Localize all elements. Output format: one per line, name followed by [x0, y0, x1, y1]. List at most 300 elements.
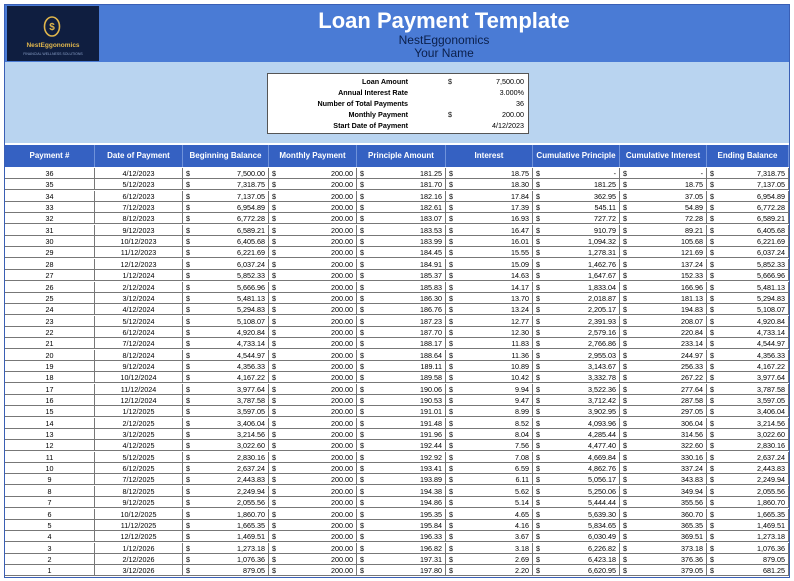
- col-monthly-payment-cell[interactable]: [269, 282, 357, 293]
- col-ending-balance-cell[interactable]: [707, 202, 789, 213]
- col-interest-cell[interactable]: [446, 497, 533, 508]
- col-cumulative-interest-cell[interactable]: [620, 565, 707, 576]
- col-beginning-balance-cell[interactable]: [183, 452, 269, 463]
- col-interest-cell[interactable]: [446, 350, 533, 361]
- col-cumulative-principle-cell[interactable]: [533, 406, 620, 417]
- col-principle-amount-cell[interactable]: [357, 327, 446, 338]
- col-date-of-payment-cell[interactable]: 1/12/2024: [95, 270, 183, 281]
- col-date-of-payment-cell[interactable]: 6/12/2025: [95, 463, 183, 474]
- col-interest-cell[interactable]: [446, 543, 533, 554]
- col-payment-number-cell[interactable]: 26: [5, 282, 95, 293]
- col-cumulative-principle-cell[interactable]: [533, 168, 620, 179]
- col-monthly-payment-cell[interactable]: [269, 418, 357, 429]
- col-ending-balance-cell[interactable]: [707, 350, 789, 361]
- col-principle-amount-cell[interactable]: [357, 304, 446, 315]
- col-monthly-payment-cell[interactable]: [269, 509, 357, 520]
- col-beginning-balance-cell[interactable]: [183, 463, 269, 474]
- col-cumulative-interest-cell[interactable]: [620, 225, 707, 236]
- col-ending-balance-cell[interactable]: [707, 429, 789, 440]
- col-ending-balance-cell[interactable]: [707, 418, 789, 429]
- col-cumulative-interest-cell[interactable]: [620, 406, 707, 417]
- col-beginning-balance-cell[interactable]: [183, 509, 269, 520]
- col-ending-balance-cell[interactable]: [707, 372, 789, 383]
- col-cumulative-interest-cell[interactable]: [620, 236, 707, 247]
- col-cumulative-interest-cell[interactable]: [620, 179, 707, 190]
- col-cumulative-interest-cell[interactable]: [620, 509, 707, 520]
- col-principle-amount-cell[interactable]: [357, 338, 446, 349]
- col-monthly-payment-cell[interactable]: [269, 338, 357, 349]
- col-interest-cell[interactable]: [446, 440, 533, 451]
- col-ending-balance-cell[interactable]: [707, 213, 789, 224]
- col-cumulative-principle-cell[interactable]: [533, 350, 620, 361]
- col-principle-amount-cell[interactable]: [357, 429, 446, 440]
- col-principle-amount-cell[interactable]: [357, 259, 446, 270]
- col-monthly-payment-cell[interactable]: [269, 270, 357, 281]
- col-date-of-payment-cell[interactable]: 11/12/2024: [95, 384, 183, 395]
- col-cumulative-interest-cell[interactable]: [620, 554, 707, 565]
- col-ending-balance-cell[interactable]: [707, 395, 789, 406]
- col-cumulative-interest-cell[interactable]: [620, 463, 707, 474]
- col-ending-balance-cell[interactable]: [707, 361, 789, 372]
- col-principle-amount-cell[interactable]: [357, 236, 446, 247]
- col-principle-amount-cell[interactable]: [357, 293, 446, 304]
- col-cumulative-principle-cell[interactable]: [533, 531, 620, 542]
- col-monthly-payment-cell[interactable]: [269, 531, 357, 542]
- col-interest-cell[interactable]: [446, 372, 533, 383]
- col-monthly-payment-cell[interactable]: [269, 384, 357, 395]
- col-payment-number-cell[interactable]: 35: [5, 179, 95, 190]
- col-date-of-payment-cell[interactable]: 8/12/2024: [95, 350, 183, 361]
- col-cumulative-principle-cell[interactable]: [533, 327, 620, 338]
- col-beginning-balance-cell[interactable]: [183, 270, 269, 281]
- col-interest-cell[interactable]: [446, 418, 533, 429]
- col-principle-amount-cell[interactable]: [357, 497, 446, 508]
- col-cumulative-interest-cell[interactable]: [620, 338, 707, 349]
- col-monthly-payment-cell[interactable]: [269, 259, 357, 270]
- col-interest-cell[interactable]: [446, 236, 533, 247]
- col-payment-number-cell[interactable]: 21: [5, 338, 95, 349]
- col-date-of-payment-cell[interactable]: 10/12/2025: [95, 509, 183, 520]
- col-principle-amount-cell[interactable]: [357, 440, 446, 451]
- col-ending-balance-cell[interactable]: [707, 497, 789, 508]
- col-beginning-balance-cell[interactable]: [183, 372, 269, 383]
- col-cumulative-principle-cell[interactable]: [533, 304, 620, 315]
- col-payment-number-cell[interactable]: 9: [5, 474, 95, 485]
- col-payment-number-cell[interactable]: 25: [5, 293, 95, 304]
- col-cumulative-interest-cell[interactable]: [620, 247, 707, 258]
- col-payment-number-cell[interactable]: 1: [5, 565, 95, 576]
- col-interest-cell[interactable]: [446, 202, 533, 213]
- col-monthly-payment-cell[interactable]: [269, 452, 357, 463]
- col-payment-number-cell[interactable]: 3: [5, 543, 95, 554]
- col-beginning-balance-cell[interactable]: [183, 225, 269, 236]
- col-cumulative-principle-cell[interactable]: [533, 474, 620, 485]
- col-principle-amount-cell[interactable]: [357, 202, 446, 213]
- col-beginning-balance-cell[interactable]: [183, 418, 269, 429]
- col-monthly-payment-cell[interactable]: [269, 202, 357, 213]
- col-beginning-balance-cell[interactable]: [183, 247, 269, 258]
- col-cumulative-principle-cell[interactable]: [533, 293, 620, 304]
- col-ending-balance-cell[interactable]: [707, 338, 789, 349]
- col-cumulative-principle-cell[interactable]: [533, 520, 620, 531]
- col-monthly-payment-cell[interactable]: [269, 361, 357, 372]
- col-beginning-balance-cell[interactable]: [183, 350, 269, 361]
- col-payment-number-cell[interactable]: 28: [5, 259, 95, 270]
- col-cumulative-principle-cell[interactable]: [533, 259, 620, 270]
- col-cumulative-principle-cell[interactable]: [533, 191, 620, 202]
- col-interest-cell[interactable]: [446, 327, 533, 338]
- col-interest-cell[interactable]: [446, 293, 533, 304]
- col-payment-number-cell[interactable]: 11: [5, 452, 95, 463]
- col-cumulative-interest-cell[interactable]: [620, 543, 707, 554]
- col-payment-number-cell[interactable]: 20: [5, 350, 95, 361]
- col-payment-number-cell[interactable]: 7: [5, 497, 95, 508]
- col-principle-amount-cell[interactable]: [357, 213, 446, 224]
- col-principle-amount-cell[interactable]: [357, 282, 446, 293]
- col-beginning-balance-cell[interactable]: [183, 338, 269, 349]
- col-principle-amount-cell[interactable]: [357, 418, 446, 429]
- col-interest-cell[interactable]: [446, 509, 533, 520]
- col-payment-number-cell[interactable]: 17: [5, 384, 95, 395]
- col-principle-amount-cell[interactable]: [357, 350, 446, 361]
- col-interest-cell[interactable]: [446, 520, 533, 531]
- col-cumulative-interest-cell[interactable]: [620, 372, 707, 383]
- col-beginning-balance-cell[interactable]: [183, 191, 269, 202]
- col-interest-cell[interactable]: [446, 554, 533, 565]
- col-interest-cell[interactable]: [446, 565, 533, 576]
- col-date-of-payment-cell[interactable]: 1/12/2026: [95, 543, 183, 554]
- col-ending-balance-cell[interactable]: [707, 259, 789, 270]
- col-monthly-payment-cell[interactable]: [269, 316, 357, 327]
- col-principle-amount-cell[interactable]: [357, 270, 446, 281]
- col-cumulative-principle-cell[interactable]: [533, 338, 620, 349]
- col-principle-amount-cell[interactable]: [357, 395, 446, 406]
- col-monthly-payment-cell[interactable]: [269, 350, 357, 361]
- col-interest-cell[interactable]: [446, 429, 533, 440]
- col-payment-number-cell[interactable]: 8: [5, 486, 95, 497]
- col-beginning-balance-cell[interactable]: [183, 440, 269, 451]
- col-cumulative-interest-cell[interactable]: [620, 395, 707, 406]
- col-interest-cell[interactable]: [446, 452, 533, 463]
- input-value[interactable]: 7,500.00: [496, 77, 524, 86]
- col-cumulative-principle-cell[interactable]: [533, 202, 620, 213]
- col-cumulative-principle-cell[interactable]: [533, 236, 620, 247]
- col-monthly-payment-cell[interactable]: [269, 440, 357, 451]
- col-cumulative-interest-cell[interactable]: [620, 429, 707, 440]
- col-cumulative-interest-cell[interactable]: [620, 202, 707, 213]
- col-beginning-balance-cell[interactable]: [183, 395, 269, 406]
- col-principle-amount-cell[interactable]: [357, 463, 446, 474]
- col-monthly-payment-cell[interactable]: [269, 236, 357, 247]
- col-cumulative-interest-cell[interactable]: [620, 440, 707, 451]
- col-cumulative-principle-cell[interactable]: [533, 440, 620, 451]
- col-cumulative-interest-cell[interactable]: [620, 304, 707, 315]
- col-beginning-balance-cell[interactable]: [183, 213, 269, 224]
- col-beginning-balance-cell[interactable]: [183, 327, 269, 338]
- col-interest-cell[interactable]: [446, 486, 533, 497]
- col-monthly-payment-cell[interactable]: [269, 293, 357, 304]
- col-date-of-payment-cell[interactable]: 4/12/2025: [95, 440, 183, 451]
- owner-name[interactable]: Your Name: [414, 46, 474, 60]
- col-beginning-balance-cell[interactable]: [183, 179, 269, 190]
- col-monthly-payment-cell[interactable]: [269, 304, 357, 315]
- col-date-of-payment-cell[interactable]: 4/12/2024: [95, 304, 183, 315]
- col-cumulative-interest-cell[interactable]: [620, 259, 707, 270]
- col-ending-balance-cell[interactable]: [707, 191, 789, 202]
- col-date-of-payment-cell[interactable]: 2/12/2026: [95, 554, 183, 565]
- col-monthly-payment-cell[interactable]: [269, 168, 357, 179]
- col-cumulative-principle-cell[interactable]: [533, 225, 620, 236]
- col-interest-cell[interactable]: [446, 225, 533, 236]
- col-beginning-balance-cell[interactable]: [183, 497, 269, 508]
- col-date-of-payment-cell[interactable]: 6/12/2024: [95, 327, 183, 338]
- col-ending-balance-cell[interactable]: [707, 384, 789, 395]
- col-cumulative-principle-cell[interactable]: [533, 554, 620, 565]
- col-ending-balance-cell[interactable]: [707, 179, 789, 190]
- col-payment-number-cell[interactable]: 2: [5, 554, 95, 565]
- input-value[interactable]: 200.00: [502, 110, 524, 119]
- col-date-of-payment-cell[interactable]: 11/12/2025: [95, 520, 183, 531]
- col-cumulative-interest-cell[interactable]: [620, 520, 707, 531]
- col-principle-amount-cell[interactable]: [357, 361, 446, 372]
- col-beginning-balance-cell[interactable]: [183, 293, 269, 304]
- col-cumulative-principle-cell[interactable]: [533, 316, 620, 327]
- col-payment-number-cell[interactable]: 36: [5, 168, 95, 179]
- col-monthly-payment-cell[interactable]: [269, 497, 357, 508]
- col-principle-amount-cell[interactable]: [357, 247, 446, 258]
- col-date-of-payment-cell[interactable]: 2/12/2025: [95, 418, 183, 429]
- col-beginning-balance-cell[interactable]: [183, 168, 269, 179]
- col-ending-balance-cell[interactable]: [707, 327, 789, 338]
- col-interest-cell[interactable]: [446, 395, 533, 406]
- col-payment-number-cell[interactable]: 34: [5, 191, 95, 202]
- col-cumulative-principle-cell[interactable]: [533, 463, 620, 474]
- col-date-of-payment-cell[interactable]: 4/12/2023: [95, 168, 183, 179]
- col-payment-number-cell[interactable]: 24: [5, 304, 95, 315]
- col-monthly-payment-cell[interactable]: [269, 543, 357, 554]
- col-date-of-payment-cell[interactable]: 12/12/2025: [95, 531, 183, 542]
- col-date-of-payment-cell[interactable]: 5/12/2024: [95, 316, 183, 327]
- col-monthly-payment-cell[interactable]: [269, 429, 357, 440]
- col-monthly-payment-cell[interactable]: [269, 247, 357, 258]
- col-cumulative-principle-cell[interactable]: [533, 565, 620, 576]
- col-cumulative-principle-cell[interactable]: [533, 497, 620, 508]
- col-date-of-payment-cell[interactable]: 8/12/2025: [95, 486, 183, 497]
- col-date-of-payment-cell[interactable]: 7/12/2025: [95, 474, 183, 485]
- col-beginning-balance-cell[interactable]: [183, 361, 269, 372]
- col-payment-number-cell[interactable]: 33: [5, 202, 95, 213]
- col-principle-amount-cell[interactable]: [357, 191, 446, 202]
- col-date-of-payment-cell[interactable]: 5/12/2023: [95, 179, 183, 190]
- col-beginning-balance-cell[interactable]: [183, 543, 269, 554]
- col-ending-balance-cell[interactable]: [707, 270, 789, 281]
- col-principle-amount-cell[interactable]: [357, 179, 446, 190]
- col-monthly-payment-cell[interactable]: [269, 213, 357, 224]
- col-monthly-payment-cell[interactable]: [269, 327, 357, 338]
- col-interest-cell[interactable]: [446, 304, 533, 315]
- col-principle-amount-cell[interactable]: [357, 168, 446, 179]
- col-monthly-payment-cell[interactable]: [269, 554, 357, 565]
- col-principle-amount-cell[interactable]: [357, 531, 446, 542]
- col-cumulative-principle-cell[interactable]: [533, 179, 620, 190]
- col-cumulative-interest-cell[interactable]: [620, 213, 707, 224]
- col-beginning-balance-cell[interactable]: [183, 259, 269, 270]
- col-payment-number-cell[interactable]: 31: [5, 225, 95, 236]
- col-beginning-balance-cell[interactable]: [183, 554, 269, 565]
- col-cumulative-interest-cell[interactable]: [620, 270, 707, 281]
- col-cumulative-principle-cell[interactable]: [533, 361, 620, 372]
- col-beginning-balance-cell[interactable]: [183, 236, 269, 247]
- col-ending-balance-cell[interactable]: [707, 486, 789, 497]
- col-cumulative-interest-cell[interactable]: [620, 361, 707, 372]
- col-payment-number-cell[interactable]: 10: [5, 463, 95, 474]
- col-date-of-payment-cell[interactable]: 12/12/2023: [95, 259, 183, 270]
- col-monthly-payment-cell[interactable]: [269, 565, 357, 576]
- col-principle-amount-cell[interactable]: [357, 406, 446, 417]
- col-payment-number-cell[interactable]: 5: [5, 520, 95, 531]
- col-cumulative-interest-cell[interactable]: [620, 191, 707, 202]
- col-cumulative-principle-cell[interactable]: [533, 543, 620, 554]
- col-payment-number-cell[interactable]: 14: [5, 418, 95, 429]
- col-payment-number-cell[interactable]: 29: [5, 247, 95, 258]
- col-date-of-payment-cell[interactable]: 9/12/2025: [95, 497, 183, 508]
- col-interest-cell[interactable]: [446, 247, 533, 258]
- col-date-of-payment-cell[interactable]: 3/12/2024: [95, 293, 183, 304]
- col-monthly-payment-cell[interactable]: [269, 191, 357, 202]
- col-ending-balance-cell[interactable]: [707, 304, 789, 315]
- col-cumulative-interest-cell[interactable]: [620, 350, 707, 361]
- col-ending-balance-cell[interactable]: [707, 474, 789, 485]
- col-monthly-payment-cell[interactable]: [269, 406, 357, 417]
- col-cumulative-principle-cell[interactable]: [533, 247, 620, 258]
- col-ending-balance-cell[interactable]: [707, 565, 789, 576]
- col-payment-number-cell[interactable]: 18: [5, 372, 95, 383]
- col-date-of-payment-cell[interactable]: 12/12/2024: [95, 395, 183, 406]
- col-cumulative-interest-cell[interactable]: [620, 452, 707, 463]
- input-value[interactable]: 3.000%: [499, 88, 524, 97]
- col-beginning-balance-cell[interactable]: [183, 202, 269, 213]
- col-beginning-balance-cell[interactable]: [183, 384, 269, 395]
- col-interest-cell[interactable]: [446, 406, 533, 417]
- col-interest-cell[interactable]: [446, 338, 533, 349]
- col-cumulative-interest-cell[interactable]: [620, 486, 707, 497]
- col-date-of-payment-cell[interactable]: 11/12/2023: [95, 247, 183, 258]
- col-ending-balance-cell[interactable]: [707, 236, 789, 247]
- col-cumulative-principle-cell[interactable]: [533, 395, 620, 406]
- col-beginning-balance-cell[interactable]: [183, 406, 269, 417]
- col-principle-amount-cell[interactable]: [357, 225, 446, 236]
- col-date-of-payment-cell[interactable]: 1/12/2025: [95, 406, 183, 417]
- col-cumulative-principle-cell[interactable]: [533, 213, 620, 224]
- col-date-of-payment-cell[interactable]: 3/12/2025: [95, 429, 183, 440]
- col-interest-cell[interactable]: [446, 361, 533, 372]
- col-interest-cell[interactable]: [446, 531, 533, 542]
- input-value[interactable]: 4/12/2023: [492, 121, 524, 130]
- col-date-of-payment-cell[interactable]: 2/12/2024: [95, 282, 183, 293]
- col-date-of-payment-cell[interactable]: 9/12/2024: [95, 361, 183, 372]
- col-principle-amount-cell[interactable]: [357, 316, 446, 327]
- col-beginning-balance-cell[interactable]: [183, 520, 269, 531]
- col-interest-cell[interactable]: [446, 282, 533, 293]
- col-ending-balance-cell[interactable]: [707, 452, 789, 463]
- col-cumulative-principle-cell[interactable]: [533, 372, 620, 383]
- col-ending-balance-cell[interactable]: [707, 531, 789, 542]
- col-principle-amount-cell[interactable]: [357, 554, 446, 565]
- col-cumulative-interest-cell[interactable]: [620, 168, 707, 179]
- col-payment-number-cell[interactable]: 15: [5, 406, 95, 417]
- col-beginning-balance-cell[interactable]: [183, 282, 269, 293]
- col-beginning-balance-cell[interactable]: [183, 316, 269, 327]
- col-cumulative-principle-cell[interactable]: [533, 452, 620, 463]
- col-principle-amount-cell[interactable]: [357, 384, 446, 395]
- col-ending-balance-cell[interactable]: [707, 509, 789, 520]
- col-principle-amount-cell[interactable]: [357, 520, 446, 531]
- col-interest-cell[interactable]: [446, 168, 533, 179]
- col-interest-cell[interactable]: [446, 179, 533, 190]
- col-date-of-payment-cell[interactable]: 9/12/2023: [95, 225, 183, 236]
- col-ending-balance-cell[interactable]: [707, 225, 789, 236]
- col-ending-balance-cell[interactable]: [707, 406, 789, 417]
- col-beginning-balance-cell[interactable]: [183, 486, 269, 497]
- col-interest-cell[interactable]: [446, 213, 533, 224]
- col-payment-number-cell[interactable]: 19: [5, 361, 95, 372]
- col-cumulative-principle-cell[interactable]: [533, 418, 620, 429]
- col-ending-balance-cell[interactable]: [707, 282, 789, 293]
- col-beginning-balance-cell[interactable]: [183, 429, 269, 440]
- col-interest-cell[interactable]: [446, 259, 533, 270]
- col-date-of-payment-cell[interactable]: 7/12/2023: [95, 202, 183, 213]
- col-interest-cell[interactable]: [446, 463, 533, 474]
- col-monthly-payment-cell[interactable]: [269, 486, 357, 497]
- col-interest-cell[interactable]: [446, 316, 533, 327]
- col-payment-number-cell[interactable]: 22: [5, 327, 95, 338]
- col-ending-balance-cell[interactable]: [707, 440, 789, 451]
- col-cumulative-interest-cell[interactable]: [620, 327, 707, 338]
- col-interest-cell[interactable]: [446, 474, 533, 485]
- col-date-of-payment-cell[interactable]: 5/12/2025: [95, 452, 183, 463]
- col-payment-number-cell[interactable]: 23: [5, 316, 95, 327]
- col-cumulative-principle-cell[interactable]: [533, 509, 620, 520]
- col-beginning-balance-cell[interactable]: [183, 304, 269, 315]
- col-cumulative-interest-cell[interactable]: [620, 531, 707, 542]
- col-monthly-payment-cell[interactable]: [269, 520, 357, 531]
- col-interest-cell[interactable]: [446, 384, 533, 395]
- col-interest-cell[interactable]: [446, 270, 533, 281]
- col-payment-number-cell[interactable]: 30: [5, 236, 95, 247]
- col-ending-balance-cell[interactable]: [707, 554, 789, 565]
- col-principle-amount-cell[interactable]: [357, 486, 446, 497]
- col-cumulative-interest-cell[interactable]: [620, 282, 707, 293]
- col-ending-balance-cell[interactable]: [707, 168, 789, 179]
- col-principle-amount-cell[interactable]: [357, 474, 446, 485]
- col-cumulative-principle-cell[interactable]: [533, 486, 620, 497]
- input-value[interactable]: 36: [516, 99, 524, 108]
- col-payment-number-cell[interactable]: 13: [5, 429, 95, 440]
- col-principle-amount-cell[interactable]: [357, 565, 446, 576]
- col-monthly-payment-cell[interactable]: [269, 474, 357, 485]
- col-ending-balance-cell[interactable]: [707, 463, 789, 474]
- col-cumulative-principle-cell[interactable]: [533, 384, 620, 395]
- col-monthly-payment-cell[interactable]: [269, 179, 357, 190]
- col-cumulative-principle-cell[interactable]: [533, 429, 620, 440]
- col-principle-amount-cell[interactable]: [357, 543, 446, 554]
- col-cumulative-interest-cell[interactable]: [620, 316, 707, 327]
- col-interest-cell[interactable]: [446, 191, 533, 202]
- col-payment-number-cell[interactable]: 32: [5, 213, 95, 224]
- col-cumulative-principle-cell[interactable]: [533, 270, 620, 281]
- col-cumulative-interest-cell[interactable]: [620, 418, 707, 429]
- col-cumulative-interest-cell[interactable]: [620, 293, 707, 304]
